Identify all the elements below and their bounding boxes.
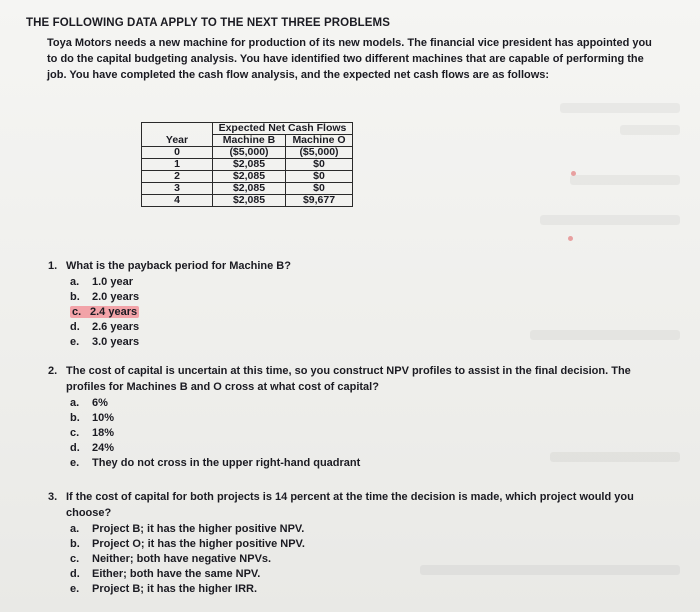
- question-prompt: If the cost of capital for both projects is 14 percent at the time the decision is made, which project would you: [66, 491, 634, 503]
- option-text: 6%: [92, 397, 108, 409]
- option-e[interactable]: [70, 456, 668, 471]
- option-text: 2.6 years: [92, 321, 140, 333]
- question-3-options: [70, 522, 668, 597]
- option-text: 18%: [92, 427, 115, 439]
- header-machine-o: Machine O: [286, 135, 353, 147]
- question-1-options: [70, 275, 448, 350]
- machine-o-cell: $9,677: [286, 195, 353, 207]
- option-letter: a.: [70, 523, 80, 535]
- option-letter: b.: [70, 538, 80, 550]
- option-letter: b.: [70, 412, 80, 424]
- table-row: [142, 171, 353, 183]
- year-cell: 0: [142, 147, 213, 159]
- option-d[interactable]: [70, 567, 668, 582]
- table-row: [142, 195, 353, 207]
- option-text: Project B; it has the higher positive NPV.: [92, 523, 305, 535]
- option-text: 1.0 year: [92, 276, 133, 288]
- question-number: 3.: [48, 491, 58, 503]
- option-c[interactable]: [70, 426, 668, 441]
- option-text: 24%: [92, 442, 115, 454]
- header-year: Year: [142, 135, 213, 147]
- option-b[interactable]: [70, 411, 668, 426]
- option-text: Project O; it has the higher positive NPV.: [92, 538, 305, 550]
- option-letter: e.: [70, 457, 80, 469]
- year-cell: 1: [142, 159, 213, 171]
- cash-flow-table-wrap: [141, 122, 353, 207]
- option-text: 10%: [92, 412, 115, 424]
- question-2-text: [48, 363, 668, 379]
- option-d[interactable]: [70, 441, 668, 456]
- year-cell: 3: [142, 183, 213, 195]
- question-number: 2.: [48, 365, 58, 377]
- option-letter: c.: [70, 427, 80, 439]
- question-3-text: [48, 489, 668, 505]
- question-1: [48, 258, 448, 350]
- selected-highlight: [70, 306, 139, 318]
- option-letter: d.: [70, 321, 80, 333]
- option-a[interactable]: [70, 275, 448, 290]
- option-e[interactable]: [70, 582, 668, 597]
- machine-o-cell: ($5,000): [286, 147, 353, 159]
- machine-b-cell: $2,085: [213, 171, 286, 183]
- question-prompt: What is the payback period for Machine B?: [66, 260, 291, 272]
- year-cell: 4: [142, 195, 213, 207]
- table-row: [142, 159, 353, 171]
- table-row: [142, 147, 353, 159]
- pink-dot: [568, 236, 573, 241]
- bleed-through-mark: [570, 175, 680, 185]
- intro-paragraph: Toya Motors needs a new machine for production of its new models. The financial vice president has appointed you to do the capital budgeting analysis. You have identified two different machines that are capable of performing the job. You have completed the cash flow analysis, and the expected net cash flows are as follows:: [47, 37, 652, 81]
- option-text: Neither; both have negative NPVs.: [92, 553, 272, 565]
- option-text: 3.0 years: [92, 336, 140, 348]
- option-letter: e.: [70, 336, 80, 348]
- option-letter: e.: [70, 583, 80, 595]
- bleed-through-mark: [540, 215, 680, 225]
- option-letter: c.: [72, 306, 82, 318]
- year-cell: 2: [142, 171, 213, 183]
- question-prompt-continued: choose?: [66, 507, 112, 519]
- option-b[interactable]: [70, 290, 448, 305]
- option-c-selected[interactable]: [70, 305, 448, 320]
- option-a[interactable]: [70, 396, 668, 411]
- bleed-through-mark: [530, 330, 680, 340]
- machine-b-cell: ($5,000): [213, 147, 286, 159]
- table-title: Expected Net Cash Flows: [213, 123, 353, 135]
- question-number: 1.: [48, 260, 58, 272]
- option-letter: c.: [70, 553, 80, 565]
- option-b[interactable]: [70, 537, 668, 552]
- machine-o-cell: $0: [286, 171, 353, 183]
- option-text: 2.4 years: [90, 306, 138, 318]
- option-letter: b.: [70, 291, 80, 303]
- machine-b-cell: $2,085: [213, 195, 286, 207]
- question-3: [48, 489, 668, 597]
- option-text: Project B; it has the higher IRR.: [92, 583, 258, 595]
- question-2-options: [70, 396, 668, 471]
- header-machine-b: Machine B: [213, 135, 286, 147]
- option-letter: d.: [70, 442, 80, 454]
- machine-b-cell: $2,085: [213, 159, 286, 171]
- bleed-through-mark: [560, 103, 680, 113]
- option-text: 2.0 years: [92, 291, 140, 303]
- table-corner-cell: [142, 123, 213, 135]
- machine-o-cell: $0: [286, 183, 353, 195]
- option-e[interactable]: [70, 335, 448, 350]
- table-row: [142, 183, 353, 195]
- question-prompt: The cost of capital is uncertain at this time, so you construct NPV profiles to assist in the final decision. The: [66, 365, 631, 377]
- option-letter: a.: [70, 276, 80, 288]
- machine-o-cell: $0: [286, 159, 353, 171]
- machine-b-cell: $2,085: [213, 183, 286, 195]
- bleed-through-mark: [620, 125, 680, 135]
- option-d[interactable]: [70, 320, 448, 335]
- question-2: [48, 363, 668, 471]
- option-c[interactable]: [70, 552, 668, 567]
- option-letter: d.: [70, 568, 80, 580]
- option-a[interactable]: [70, 522, 668, 537]
- cash-flow-table: [141, 122, 353, 207]
- pink-dot: [571, 171, 576, 176]
- option-text: Either; both have the same NPV.: [92, 568, 261, 580]
- option-text: They do not cross in the upper right-hand quadrant: [92, 457, 361, 469]
- option-letter: a.: [70, 397, 80, 409]
- section-header: THE FOLLOWING DATA APPLY TO THE NEXT THREE PROBLEMS: [26, 17, 390, 29]
- question-prompt-continued: profiles for Machines B and O cross at what cost of capital?: [66, 381, 379, 393]
- question-1-text: [48, 258, 448, 274]
